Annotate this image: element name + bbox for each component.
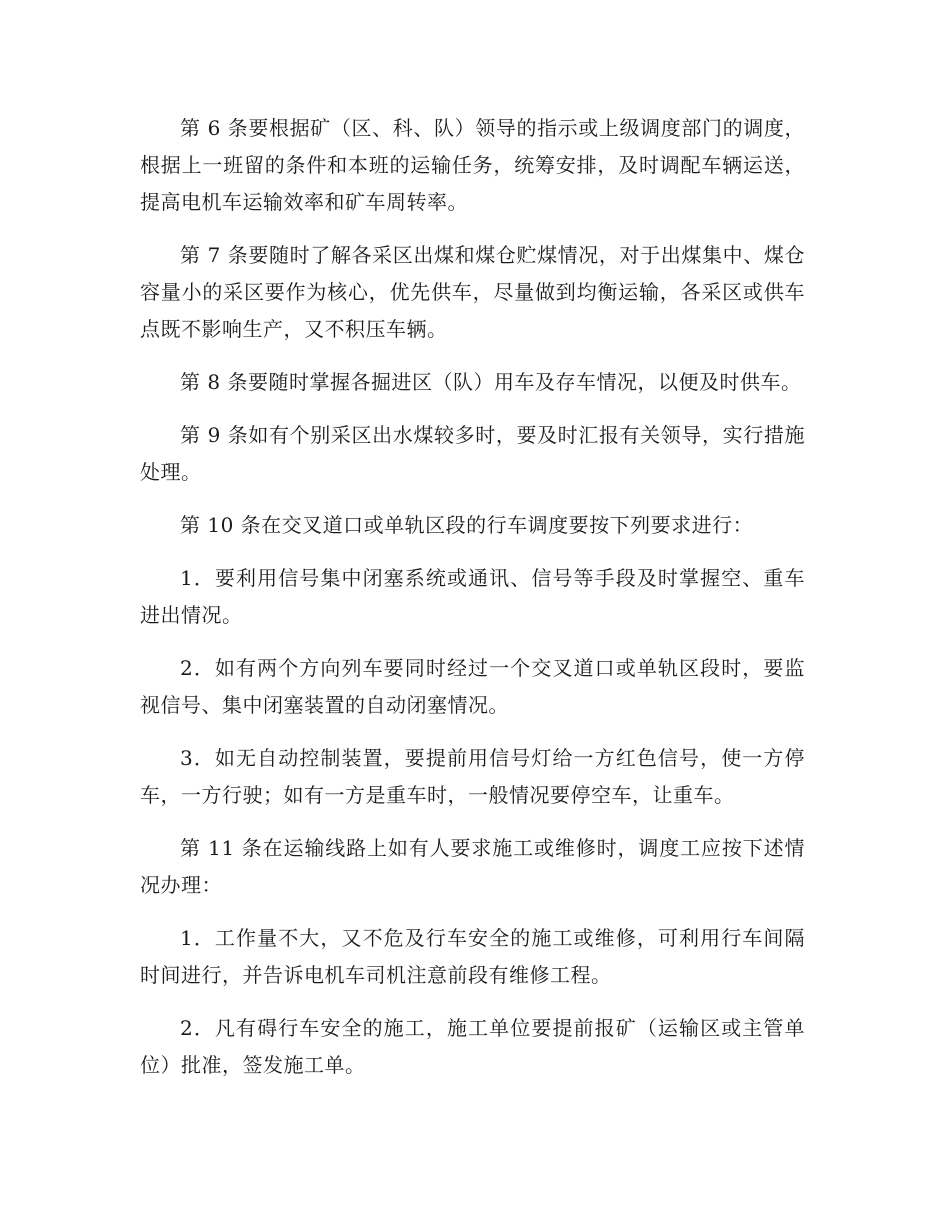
- paragraph-article-6: 第 6 条要根据矿（区、科、队）领导的指示或上级调度部门的调度，根据上一班留的条件和本班的运输任务，统筹安排，及时调配车辆运送，提高电机车运输效率和矿车周转率。: [140, 116, 805, 214]
- paragraph-article-10-item-2: 2．如有两个方向列车要同时经过一个交叉道口或单轨区段时，要监视信号、集中闭塞装置的自动闭塞情况。: [140, 656, 805, 717]
- paragraph-article-10-item-1: 1．要利用信号集中闭塞系统或通讯、信号等手段及时掌握空、重车进出情况。: [140, 566, 805, 627]
- paragraph-article-9: 第 9 条如有个别采区出水煤较多时，要及时汇报有关领导，实行措施处理。: [140, 423, 805, 484]
- paragraph-article-8: 第 8 条要随时掌握各掘进区（队）用车及存车情况，以便及时供车。: [180, 370, 802, 394]
- paragraph-article-11-item-2: 2．凡有碍行车安全的施工，施工单位要提前报矿（运输区或主管单位）批准，签发施工单。: [140, 1016, 805, 1077]
- paragraph-article-7: 第 7 条要随时了解各采区出煤和煤仓贮煤情况，对于出煤集中、煤仓容量小的采区要作为核心，优先供车，尽量做到均衡运输，各采区或供车点既不影响生产，又不积压车辆。: [140, 243, 805, 341]
- paragraph-article-10: 第 10 条在交叉道口或单轨区段的行车调度要按下列要求进行：: [180, 513, 754, 537]
- paragraph-article-11: 第 11 条在运输线路上如有人要求施工或维修时，调度工应按下述情况办理：: [140, 836, 805, 897]
- paragraph-article-10-item-3: 3．如无自动控制装置，要提前用信号灯给一方红色信号，使一方停车，一方行驶；如有一方是重车时，一般情况要停空车，让重车。: [140, 746, 805, 807]
- paragraph-article-11-item-1: 1．工作量不大，又不危及行车安全的施工或维修，可利用行车间隔时间进行，并告诉电机车司机注意前段有维修工程。: [140, 926, 805, 987]
- document-body: [140, 110, 805, 1100]
